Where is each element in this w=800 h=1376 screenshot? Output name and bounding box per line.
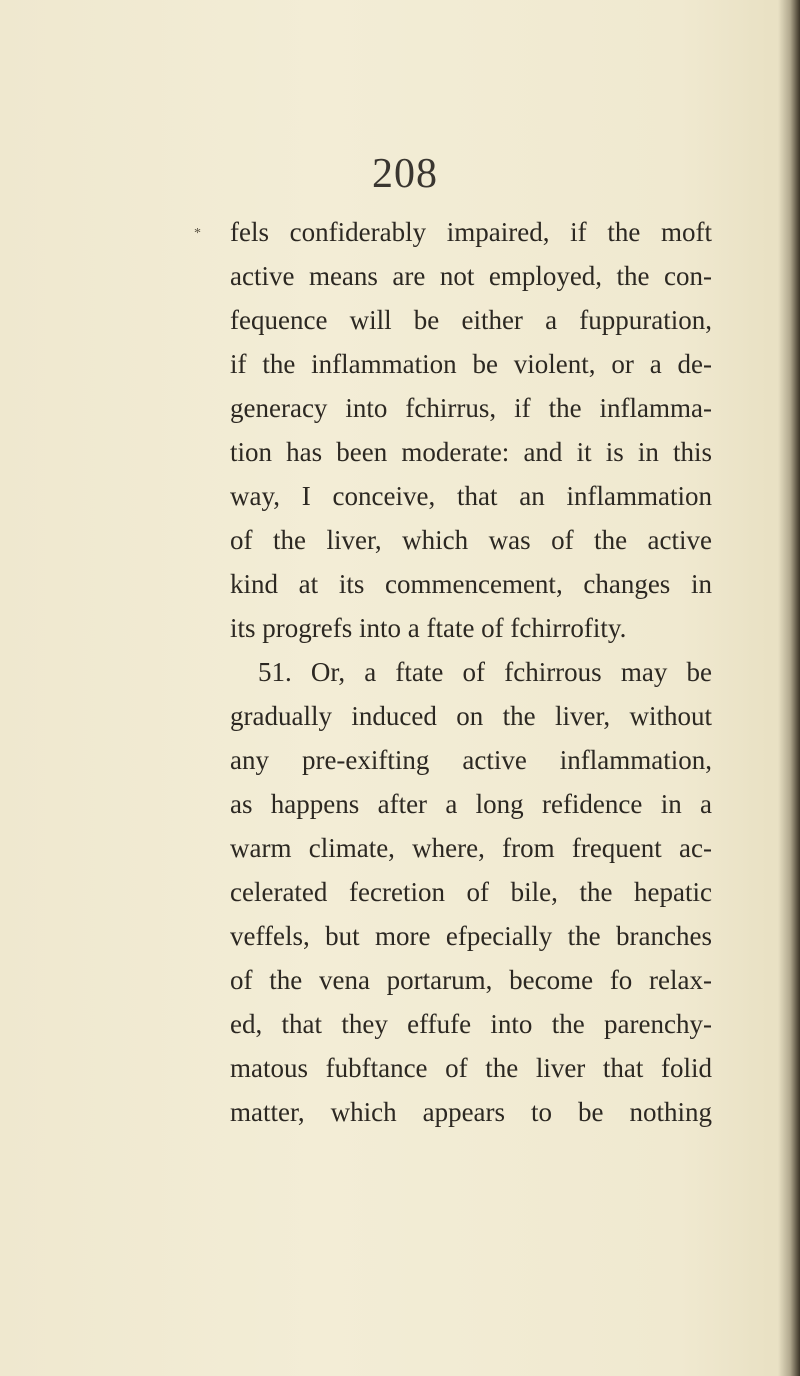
page-number: 208	[372, 151, 438, 197]
text-line: fels confiderably impaired, if the moft	[230, 217, 712, 247]
text-line: way, I conceive, that an inflammation	[230, 481, 712, 511]
text-line: gradually induced on the liver, without	[230, 701, 712, 731]
body-text	[230, 210, 712, 1134]
text-line: matous fubftance of the liver that folid	[230, 1053, 712, 1083]
text-line: as happens after a long refidence in a	[230, 789, 712, 819]
text-line: of the liver, which was of the active	[230, 525, 712, 555]
text-line: generacy into fchirrus, if the inflamma-	[230, 393, 712, 423]
text-line: if the inflammation be violent, or a de-	[230, 349, 712, 379]
margin-mark: *	[194, 226, 201, 241]
text-line: ed, that they effufe into the parenchy-	[230, 1009, 712, 1039]
text-line: celerated fecretion of bile, the hepatic	[230, 877, 712, 907]
page-binding-edge	[778, 0, 800, 1376]
text-line: its progrefs into a ftate of fchirrofity.	[230, 613, 627, 643]
text-line: tion has been moderate: and it is in this	[230, 437, 712, 467]
text-line: fequence will be either a fuppuration,	[230, 305, 712, 335]
text-line: of the vena portarum, become fo relax-	[230, 965, 712, 995]
text-line: active means are not employed, the con-	[230, 261, 712, 291]
text-line: kind at its commencement, changes in	[230, 569, 712, 599]
text-line: any pre-exifting active inflammation,	[230, 745, 712, 775]
text-line-paragraph-start: 51. Or, a ftate of fchirrous may be	[258, 657, 712, 687]
text-line: warm climate, where, from frequent ac-	[230, 833, 712, 863]
text-line: veffels, but more efpecially the branches	[230, 921, 712, 951]
text-line: matter, which appears to be nothing	[230, 1097, 712, 1127]
